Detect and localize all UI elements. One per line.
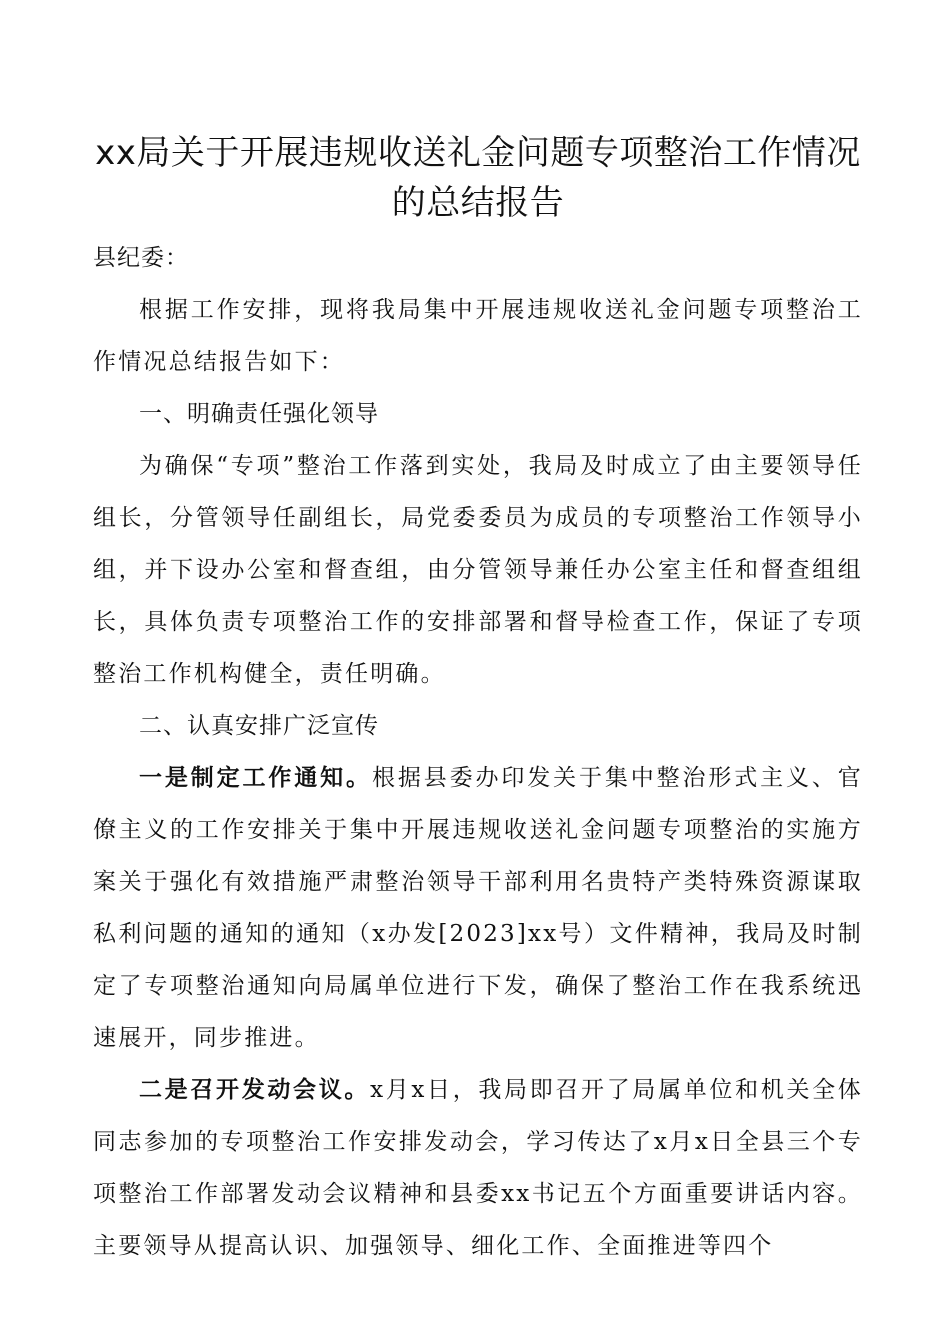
section-heading-1: 一、明确责任强化领导 xyxy=(139,401,379,427)
section-heading-2: 二、认真安排广泛宣传 xyxy=(139,713,379,739)
item-lead: 一是制定工作通知。 xyxy=(139,765,372,791)
section-1-paragraph: 为确保“专项”整治工作落到实处，我局及时成立了由主要领导任组长，分管领导任副组长，局党委委员为成员的专项整治工作领导小组，并下设办公室和督查组，由分管领导兼任办公室主任和督查组组长，具体负责专项整治工作的安排部署和督导检查工作，保证了专项整治工作机构健全，责任明确。 xyxy=(93,453,863,687)
intro-paragraph: 根据工作安排，现将我局集中开展违规收送礼金问题专项整治工作情况总结报告如下： xyxy=(93,297,863,375)
item-text: x月x日，我局即召开了局属单位和机关全体同志参加的专项整治工作安排发动会，学习传达了x月x日全县三个专项整治工作部署发动会议精神和县委xx书记五个方面重要讲话内容。主要领导从提高认识、加强领导、细化工作、全面推进等四个 xyxy=(93,1077,863,1259)
section-2-item-2 xyxy=(93,1064,863,1272)
section-2-item-1 xyxy=(93,752,863,1064)
item-text: 根据县委办印发关于集中整治形式主义、官僚主义的工作安排关于集中开展违规收送礼金问题专项整治的实施方案关于强化有效措施严肃整治领导干部利用名贵特产类特殊资源谋取私利问题的通知的通知（x办发[2023]xx号）文件精神，我局及时制定了专项整治通知向局属单位进行下发，确保了整治工作在我系统迅速展开，同步推进。 xyxy=(93,765,863,1051)
salutation: 县纪委： xyxy=(93,245,189,271)
document-page xyxy=(93,128,863,1272)
item-lead: 二是召开发动会议。 xyxy=(139,1077,371,1103)
document-title: xx局关于开展违规收送礼金问题专项整治工作情况的总结报告 xyxy=(95,133,861,223)
